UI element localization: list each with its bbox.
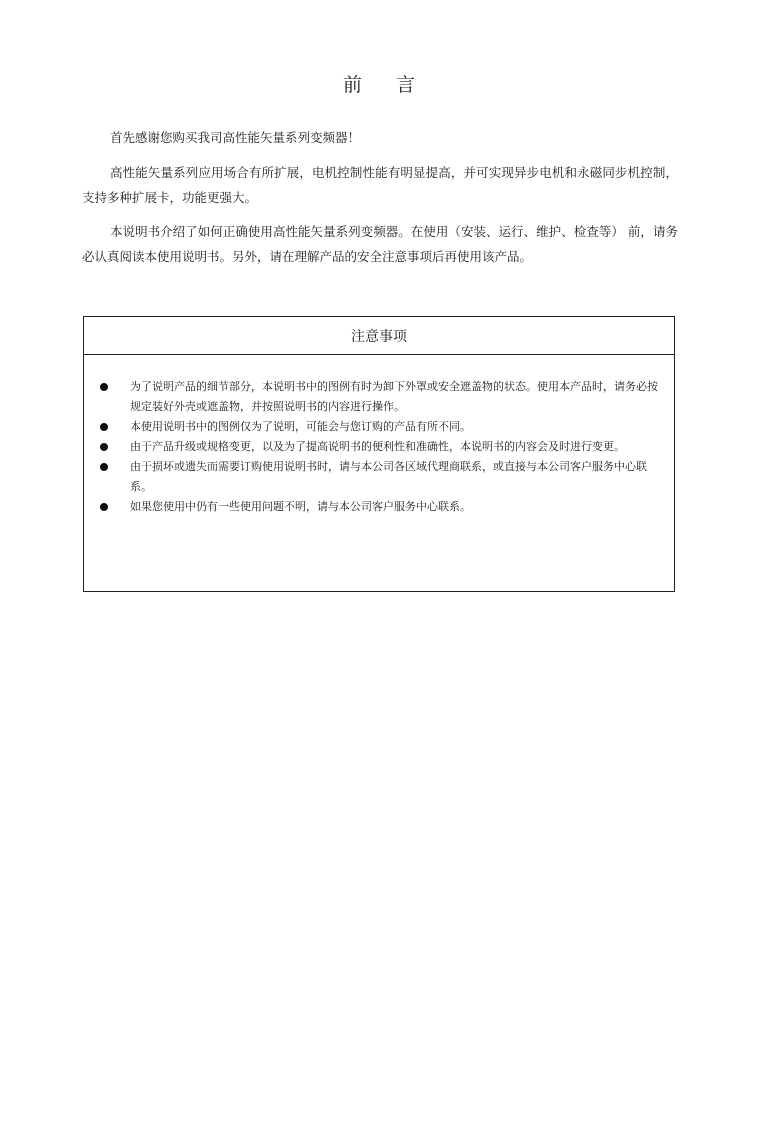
intro-paragraph-thanks: 首先感谢您购买我司高性能矢量系列变频器！ [110,129,361,145]
notice-item [84,457,664,497]
notice-box [83,316,675,592]
notice-item [84,417,664,437]
notice-item-text: 如果您使用中仍有一些使用问题不明，请与本公司客户服务中心联系。 [130,500,471,513]
bullet-icon [100,423,108,431]
bullet-icon [100,463,108,471]
notice-item [84,437,664,457]
page-title: 前 言 [342,74,430,96]
notice-list [84,355,674,517]
intro-paragraph-usage: 本说明书介绍了如何正确使用高性能矢量系列变频器。在使用（安装、运行、维护、检查等） 前，请务必认真阅读本使用说明书。另外，请在理解产品的安全注意事项后再使用该产品。 [82,223,678,264]
notice-item [84,377,664,417]
intro-paragraph-features: 高性能矢量系列应用场合有所扩展，电机控制性能有明显提高，并可实现异步电机和永磁同步机控制，支持多种扩展卡，功能更强大。 [82,164,678,205]
notice-item-text: 由于损坏或遗失而需要订购使用说明书时，请与本公司各区域代理商联系，或直接与本公司客户服务中心联系。 [130,460,647,493]
notice-item-text: 为了说明产品的细节部分，本说明书中的图例有时为卸下外罩或安全遮盖物的状态。使用本产品时，请务必按规定装好外壳或遮盖物，并按照说明书的内容进行操作。 [130,380,658,413]
bullet-icon [100,503,108,511]
bullet-icon [100,443,108,451]
notice-item-text: 本使用说明书中的图例仅为了说明，可能会与您订购的产品有所不同。 [130,420,471,433]
notice-item [84,497,664,517]
bullet-icon [100,383,108,391]
notice-heading: 注意事项 [84,317,674,355]
notice-item-text: 由于产品升级或规格变更，以及为了提高说明书的便利性和准确性，本说明书的内容会及时进行变更。 [130,440,625,453]
